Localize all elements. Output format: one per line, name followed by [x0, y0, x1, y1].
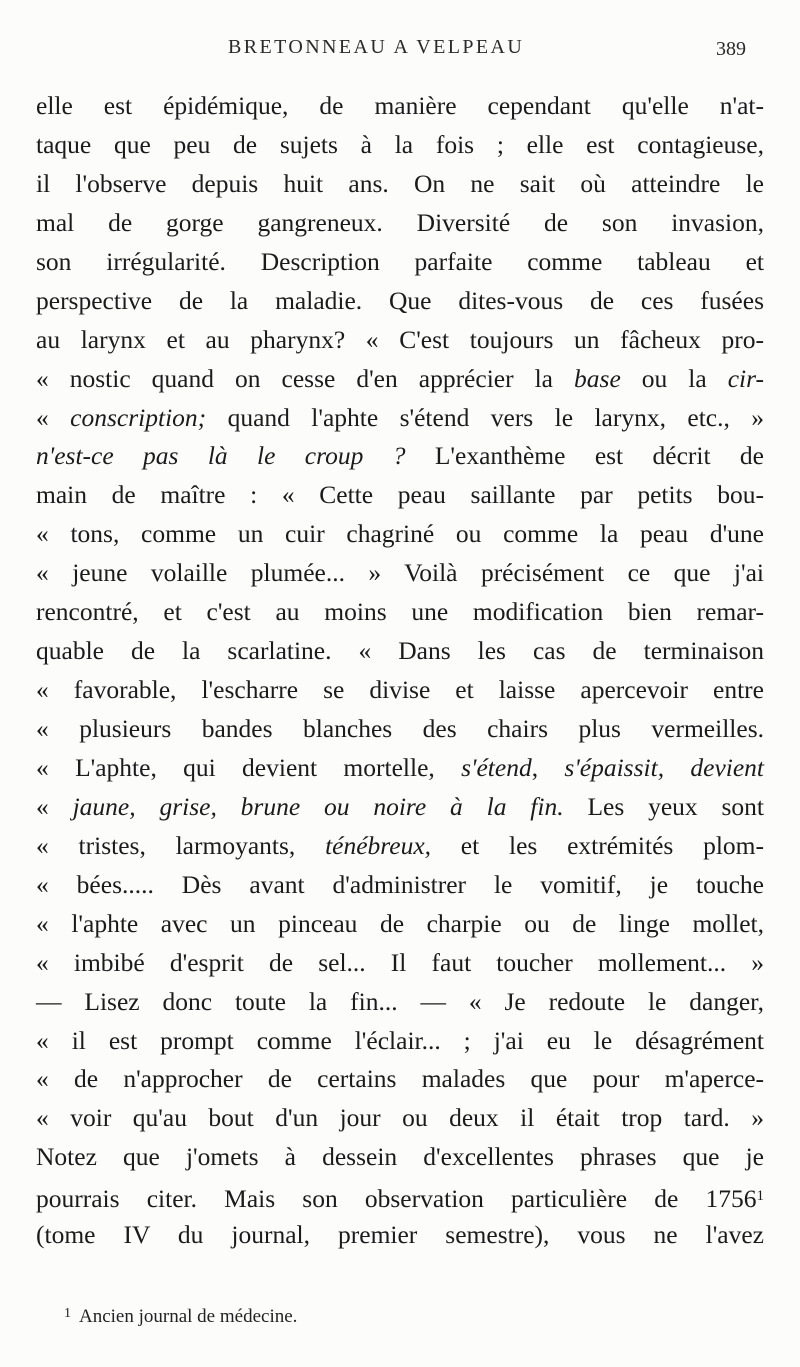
text-run: « L'aphte, qui devient mortelle, — [36, 752, 462, 782]
text-line: taque que peu de sujets à la fois ; elle est contagieuse, — [36, 129, 764, 159]
text-line: « il est prompt comme l'éclair... ; j'ai eu le désagrément — [36, 1025, 764, 1055]
running-title: BRETONNEAU A VELPEAU — [228, 36, 525, 58]
italic-run: ténébreux, — [325, 830, 432, 860]
text-line: Notez que j'omets à dessein d'excellentes phrases que je — [36, 1142, 764, 1172]
italic-run: base — [574, 363, 621, 393]
text-line: (tome IV du journal, premier semestre), vous ne l'avez — [36, 1220, 764, 1250]
text-line: rencontré, et c'est au moins une modification bien remar- — [36, 597, 764, 627]
text-run: quand l'aphte s'étend vers le larynx, etc., » — [206, 402, 765, 432]
text-run: , — [531, 752, 565, 782]
text-run: L'exanthème est décrit de — [405, 441, 764, 471]
italic-run: cir- — [727, 363, 765, 393]
text-line: « l'aphte avec un pinceau de charpie ou de linge mollet, — [36, 908, 764, 938]
text-line: quable de la scarlatine. « Dans les cas de terminaison — [36, 636, 764, 666]
running-head — [0, 36, 800, 66]
text-line: « jeune volaille plumée... » Voilà précisément ce que j'ai — [36, 558, 764, 588]
text-line — [36, 749, 764, 788]
text-line: « voir qu'au bout d'un jour ou deux il était trop tard. » — [36, 1103, 764, 1133]
text-run: « tristes, larmoyants, — [36, 830, 326, 860]
italic-run: jaune, grise, brune ou noire à la fin. — [72, 791, 564, 821]
text-line: « bées..... Dès avant d'administrer le vomitif, je touche — [36, 869, 764, 899]
text-line — [36, 827, 764, 866]
page-number: 389 — [716, 38, 746, 60]
text-line: « imbibé d'esprit de sel... Il faut toucher mollement... » — [36, 947, 764, 977]
text-line: — Lisez donc toute la fin... — « Je redoute le danger, — [36, 986, 764, 1016]
footnote-text: Ancien journal de médecine. — [79, 1306, 298, 1327]
text-line — [36, 1177, 764, 1216]
text-line: « plusieurs bandes blanches des chairs plus vermeilles. — [36, 714, 764, 743]
text-line: son irrégularité. Description parfaite comme tableau et — [36, 246, 764, 276]
text-run: pourrais citer. Mais son observation particulière de 1756 — [36, 1184, 757, 1214]
text-line: au larynx et au pharynx? « C'est toujours un fâcheux pro- — [36, 324, 764, 354]
text-line: main de maître : « Cette peau saillante par petits bou- — [36, 480, 764, 510]
text-line: mal de gorge gangreneux. Diversité de son invasion, — [36, 207, 764, 237]
text-line — [36, 399, 764, 438]
italic-run: conscription; — [70, 402, 207, 432]
italic-run: n'est-ce pas là le croup ? — [36, 441, 406, 471]
text-line: « favorable, l'escharre se divise et laisse apercevoir entre — [36, 675, 764, 705]
text-run: ou la — [620, 363, 728, 393]
text-line: il l'observe depuis huit ans. On ne sait où atteindre le — [36, 168, 764, 198]
text-run: « — [36, 402, 71, 432]
text-line: « de n'approcher de certains malades que pour m'aperce- — [36, 1064, 764, 1094]
footnote — [64, 1306, 297, 1328]
text-line — [36, 360, 764, 399]
italic-run: s'épaissit, devient — [564, 752, 765, 782]
text-line: « tons, comme un cuir chagriné ou comme la peau d'une — [36, 519, 764, 549]
footnote-marker: 1 — [64, 1306, 71, 1321]
text-run: et les extrémités plom- — [431, 830, 764, 860]
text-run: « — [36, 791, 73, 821]
text-line — [36, 437, 764, 476]
body-text — [36, 87, 764, 1255]
text-line: perspective de la maladie. Que dites-vous de ces fusées — [36, 285, 764, 315]
italic-run: s'étend — [461, 752, 532, 782]
text-run: « nostic quand on cesse d'en apprécier la — [36, 363, 575, 393]
text-line: elle est épidémique, de manière cependant qu'elle n'at- — [36, 91, 764, 120]
text-run: Les yeux sont — [563, 791, 765, 821]
text-line — [36, 788, 764, 827]
footnote-reference: 1 — [756, 1188, 764, 1205]
